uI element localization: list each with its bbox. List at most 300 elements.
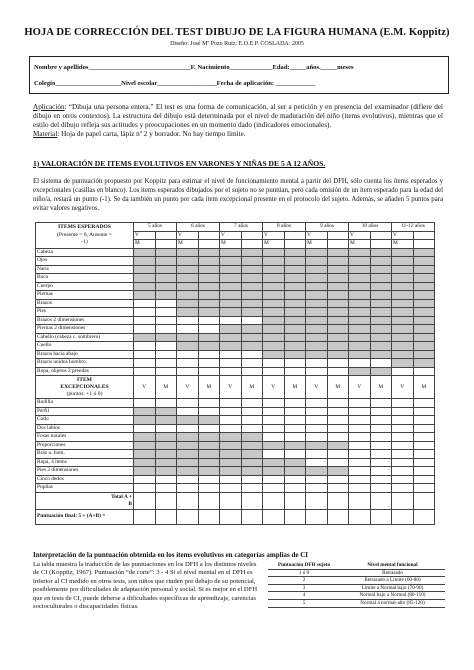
score-cell[interactable] — [284, 407, 306, 416]
score-cell[interactable] — [413, 399, 435, 408]
score-cell[interactable] — [306, 342, 328, 351]
score-cell[interactable] — [284, 475, 306, 484]
score-cell[interactable] — [349, 274, 371, 283]
score-cell[interactable] — [349, 399, 371, 408]
score-cell[interactable] — [392, 359, 414, 368]
total-cell[interactable] — [413, 492, 435, 509]
score-cell[interactable] — [306, 467, 328, 476]
score-cell[interactable] — [306, 308, 328, 317]
score-cell[interactable] — [327, 308, 349, 317]
score-cell[interactable] — [392, 299, 414, 308]
score-cell[interactable] — [327, 433, 349, 442]
score-cell[interactable] — [241, 325, 263, 334]
score-cell[interactable] — [263, 308, 285, 317]
score-cell[interactable] — [327, 350, 349, 359]
score-cell[interactable] — [177, 257, 199, 266]
score-cell[interactable] — [241, 467, 263, 476]
score-cell[interactable] — [220, 248, 242, 257]
score-cell[interactable] — [177, 274, 199, 283]
score-cell[interactable] — [413, 265, 435, 274]
score-cell[interactable] — [134, 475, 156, 484]
score-cell[interactable] — [198, 274, 220, 283]
score-cell[interactable] — [392, 265, 414, 274]
score-cell[interactable] — [370, 359, 392, 368]
score-cell[interactable] — [306, 475, 328, 484]
score-cell[interactable] — [134, 274, 156, 283]
score-cell[interactable] — [134, 291, 156, 300]
final-cell[interactable] — [263, 509, 285, 524]
score-cell[interactable] — [413, 291, 435, 300]
score-cell[interactable] — [177, 467, 199, 476]
score-cell[interactable] — [284, 342, 306, 351]
score-cell[interactable] — [177, 325, 199, 334]
score-cell[interactable] — [327, 399, 349, 408]
score-cell[interactable] — [370, 467, 392, 476]
score-cell[interactable] — [155, 342, 177, 351]
score-cell[interactable] — [155, 484, 177, 493]
score-cell[interactable] — [349, 333, 371, 342]
score-cell[interactable] — [134, 325, 156, 334]
total-cell[interactable] — [241, 492, 263, 509]
score-cell[interactable] — [284, 274, 306, 283]
score-cell[interactable] — [349, 458, 371, 467]
score-cell[interactable] — [349, 441, 371, 450]
score-cell[interactable] — [241, 274, 263, 283]
score-cell[interactable] — [134, 441, 156, 450]
score-cell[interactable] — [198, 257, 220, 266]
score-cell[interactable] — [413, 325, 435, 334]
total-cell[interactable] — [306, 492, 328, 509]
score-cell[interactable] — [241, 308, 263, 317]
score-cell[interactable] — [134, 248, 156, 257]
score-cell[interactable] — [392, 399, 414, 408]
score-cell[interactable] — [155, 257, 177, 266]
name-birth-age-row[interactable]: Nombre y apellidos_______________________________F. Nacimiento_____________Edad:_____años._____meses — [34, 64, 354, 71]
score-cell[interactable] — [327, 484, 349, 493]
score-cell[interactable] — [220, 416, 242, 425]
score-cell[interactable] — [370, 367, 392, 376]
score-cell[interactable] — [134, 350, 156, 359]
score-cell[interactable] — [284, 467, 306, 476]
score-cell[interactable] — [413, 441, 435, 450]
score-cell[interactable] — [263, 291, 285, 300]
score-cell[interactable] — [155, 350, 177, 359]
score-cell[interactable] — [370, 424, 392, 433]
final-cell[interactable] — [327, 509, 349, 524]
score-cell[interactable] — [177, 333, 199, 342]
school-level-date-row[interactable]: Colegio____________________Nivel escolar__________________Fecha de aplicación: ____________ — [34, 80, 316, 87]
score-cell[interactable] — [327, 475, 349, 484]
total-cell[interactable] — [370, 492, 392, 509]
score-cell[interactable] — [134, 450, 156, 459]
total-cell[interactable] — [263, 492, 285, 509]
score-cell[interactable] — [370, 433, 392, 442]
score-cell[interactable] — [241, 458, 263, 467]
score-cell[interactable] — [155, 248, 177, 257]
final-cell[interactable] — [370, 509, 392, 524]
score-cell[interactable] — [284, 248, 306, 257]
score-cell[interactable] — [198, 291, 220, 300]
score-cell[interactable] — [284, 291, 306, 300]
score-cell[interactable] — [220, 350, 242, 359]
score-cell[interactable] — [392, 342, 414, 351]
score-cell[interactable] — [177, 475, 199, 484]
total-cell[interactable] — [177, 492, 199, 509]
score-cell[interactable] — [349, 325, 371, 334]
score-cell[interactable] — [263, 467, 285, 476]
score-cell[interactable] — [413, 484, 435, 493]
score-cell[interactable] — [134, 458, 156, 467]
score-cell[interactable] — [241, 416, 263, 425]
score-cell[interactable] — [263, 475, 285, 484]
score-cell[interactable] — [155, 274, 177, 283]
final-cell[interactable] — [284, 509, 306, 524]
score-cell[interactable] — [177, 342, 199, 351]
score-cell[interactable] — [155, 265, 177, 274]
score-cell[interactable] — [327, 265, 349, 274]
total-cell[interactable] — [134, 492, 156, 509]
score-cell[interactable] — [134, 299, 156, 308]
score-cell[interactable] — [263, 424, 285, 433]
final-cell[interactable] — [198, 509, 220, 524]
score-cell[interactable] — [370, 274, 392, 283]
final-cell[interactable] — [220, 509, 242, 524]
score-cell[interactable] — [263, 484, 285, 493]
score-cell[interactable] — [198, 367, 220, 376]
score-cell[interactable] — [198, 308, 220, 317]
score-cell[interactable] — [413, 333, 435, 342]
score-cell[interactable] — [241, 257, 263, 266]
score-cell[interactable] — [220, 282, 242, 291]
score-cell[interactable] — [370, 484, 392, 493]
score-cell[interactable] — [198, 325, 220, 334]
score-cell[interactable] — [241, 407, 263, 416]
score-cell[interactable] — [349, 291, 371, 300]
score-cell[interactable] — [177, 299, 199, 308]
score-cell[interactable] — [327, 467, 349, 476]
score-cell[interactable] — [306, 316, 328, 325]
score-cell[interactable] — [241, 484, 263, 493]
score-cell[interactable] — [220, 308, 242, 317]
score-cell[interactable] — [263, 416, 285, 425]
score-cell[interactable] — [155, 433, 177, 442]
score-cell[interactable] — [241, 433, 263, 442]
score-cell[interactable] — [220, 299, 242, 308]
score-cell[interactable] — [155, 407, 177, 416]
score-cell[interactable] — [220, 441, 242, 450]
score-cell[interactable] — [284, 450, 306, 459]
score-cell[interactable] — [349, 433, 371, 442]
score-cell[interactable] — [155, 424, 177, 433]
score-cell[interactable] — [284, 441, 306, 450]
score-cell[interactable] — [413, 257, 435, 266]
score-cell[interactable] — [198, 316, 220, 325]
total-cell[interactable] — [198, 492, 220, 509]
score-cell[interactable] — [392, 416, 414, 425]
score-cell[interactable] — [134, 407, 156, 416]
score-cell[interactable] — [241, 350, 263, 359]
score-cell[interactable] — [134, 257, 156, 266]
score-cell[interactable] — [241, 282, 263, 291]
score-cell[interactable] — [220, 467, 242, 476]
total-cell[interactable] — [392, 492, 414, 509]
score-cell[interactable] — [198, 407, 220, 416]
score-cell[interactable] — [263, 450, 285, 459]
score-cell[interactable] — [263, 399, 285, 408]
score-cell[interactable] — [392, 316, 414, 325]
score-cell[interactable] — [198, 299, 220, 308]
score-cell[interactable] — [177, 407, 199, 416]
score-cell[interactable] — [241, 342, 263, 351]
score-cell[interactable] — [220, 450, 242, 459]
score-cell[interactable] — [241, 441, 263, 450]
score-cell[interactable] — [392, 333, 414, 342]
score-cell[interactable] — [220, 399, 242, 408]
score-cell[interactable] — [198, 484, 220, 493]
score-cell[interactable] — [327, 424, 349, 433]
score-cell[interactable] — [349, 359, 371, 368]
score-cell[interactable] — [155, 399, 177, 408]
score-cell[interactable] — [349, 316, 371, 325]
score-cell[interactable] — [413, 248, 435, 257]
score-cell[interactable] — [413, 350, 435, 359]
score-cell[interactable] — [327, 316, 349, 325]
score-cell[interactable] — [155, 282, 177, 291]
score-cell[interactable] — [177, 265, 199, 274]
score-cell[interactable] — [241, 399, 263, 408]
score-cell[interactable] — [155, 291, 177, 300]
score-cell[interactable] — [155, 299, 177, 308]
score-cell[interactable] — [370, 316, 392, 325]
score-cell[interactable] — [306, 484, 328, 493]
score-cell[interactable] — [349, 424, 371, 433]
score-cell[interactable] — [349, 308, 371, 317]
total-cell[interactable] — [349, 492, 371, 509]
score-cell[interactable] — [220, 333, 242, 342]
score-cell[interactable] — [198, 265, 220, 274]
score-cell[interactable] — [263, 316, 285, 325]
score-cell[interactable] — [177, 399, 199, 408]
score-cell[interactable] — [392, 441, 414, 450]
score-cell[interactable] — [155, 475, 177, 484]
score-cell[interactable] — [413, 433, 435, 442]
score-cell[interactable] — [284, 350, 306, 359]
score-cell[interactable] — [155, 316, 177, 325]
score-cell[interactable] — [306, 265, 328, 274]
final-cell[interactable] — [349, 509, 371, 524]
score-cell[interactable] — [198, 450, 220, 459]
score-cell[interactable] — [327, 342, 349, 351]
score-cell[interactable] — [306, 282, 328, 291]
score-cell[interactable] — [284, 282, 306, 291]
final-cell[interactable] — [155, 509, 177, 524]
score-cell[interactable] — [198, 475, 220, 484]
score-cell[interactable] — [306, 299, 328, 308]
score-cell[interactable] — [284, 399, 306, 408]
score-cell[interactable] — [349, 342, 371, 351]
score-cell[interactable] — [370, 325, 392, 334]
score-cell[interactable] — [198, 416, 220, 425]
score-cell[interactable] — [198, 342, 220, 351]
score-cell[interactable] — [263, 274, 285, 283]
score-cell[interactable] — [413, 282, 435, 291]
score-cell[interactable] — [370, 475, 392, 484]
score-cell[interactable] — [284, 484, 306, 493]
score-cell[interactable] — [284, 367, 306, 376]
score-cell[interactable] — [306, 248, 328, 257]
score-cell[interactable] — [392, 308, 414, 317]
score-cell[interactable] — [370, 299, 392, 308]
score-cell[interactable] — [284, 265, 306, 274]
score-cell[interactable] — [349, 299, 371, 308]
score-cell[interactable] — [284, 299, 306, 308]
score-cell[interactable] — [392, 367, 414, 376]
score-cell[interactable] — [263, 458, 285, 467]
score-cell[interactable] — [220, 265, 242, 274]
score-cell[interactable] — [327, 441, 349, 450]
score-cell[interactable] — [413, 274, 435, 283]
score-cell[interactable] — [155, 367, 177, 376]
score-cell[interactable] — [370, 350, 392, 359]
score-cell[interactable] — [370, 257, 392, 266]
score-cell[interactable] — [284, 424, 306, 433]
score-cell[interactable] — [392, 424, 414, 433]
score-cell[interactable] — [370, 291, 392, 300]
score-cell[interactable] — [177, 424, 199, 433]
score-cell[interactable] — [177, 450, 199, 459]
score-cell[interactable] — [327, 450, 349, 459]
score-cell[interactable] — [134, 424, 156, 433]
score-cell[interactable] — [134, 399, 156, 408]
final-cell[interactable] — [177, 509, 199, 524]
total-cell[interactable] — [327, 492, 349, 509]
score-cell[interactable] — [177, 367, 199, 376]
score-cell[interactable] — [134, 416, 156, 425]
score-cell[interactable] — [370, 248, 392, 257]
score-cell[interactable] — [306, 291, 328, 300]
score-cell[interactable] — [327, 282, 349, 291]
score-cell[interactable] — [413, 316, 435, 325]
score-cell[interactable] — [349, 475, 371, 484]
score-cell[interactable] — [241, 367, 263, 376]
score-cell[interactable] — [134, 367, 156, 376]
score-cell[interactable] — [370, 308, 392, 317]
score-cell[interactable] — [392, 325, 414, 334]
final-cell[interactable] — [134, 509, 156, 524]
score-cell[interactable] — [134, 484, 156, 493]
score-cell[interactable] — [263, 359, 285, 368]
score-cell[interactable] — [349, 467, 371, 476]
score-cell[interactable] — [134, 342, 156, 351]
score-cell[interactable] — [413, 416, 435, 425]
score-cell[interactable] — [177, 484, 199, 493]
score-cell[interactable] — [306, 424, 328, 433]
score-cell[interactable] — [198, 248, 220, 257]
score-cell[interactable] — [306, 359, 328, 368]
score-cell[interactable] — [263, 325, 285, 334]
score-cell[interactable] — [155, 467, 177, 476]
score-cell[interactable] — [134, 359, 156, 368]
score-cell[interactable] — [241, 475, 263, 484]
final-cell[interactable] — [392, 509, 414, 524]
score-cell[interactable] — [392, 350, 414, 359]
score-cell[interactable] — [134, 308, 156, 317]
final-cell[interactable] — [306, 509, 328, 524]
score-cell[interactable] — [327, 291, 349, 300]
score-cell[interactable] — [263, 407, 285, 416]
score-cell[interactable] — [370, 458, 392, 467]
score-cell[interactable] — [198, 333, 220, 342]
score-cell[interactable] — [220, 257, 242, 266]
score-cell[interactable] — [392, 248, 414, 257]
score-cell[interactable] — [155, 416, 177, 425]
score-cell[interactable] — [327, 333, 349, 342]
score-cell[interactable] — [392, 458, 414, 467]
score-cell[interactable] — [306, 441, 328, 450]
score-cell[interactable] — [349, 367, 371, 376]
score-cell[interactable] — [413, 424, 435, 433]
score-cell[interactable] — [392, 484, 414, 493]
score-cell[interactable] — [155, 359, 177, 368]
score-cell[interactable] — [155, 325, 177, 334]
score-cell[interactable] — [413, 458, 435, 467]
score-cell[interactable] — [306, 325, 328, 334]
score-cell[interactable] — [284, 257, 306, 266]
score-cell[interactable] — [177, 458, 199, 467]
score-cell[interactable] — [198, 433, 220, 442]
score-cell[interactable] — [413, 299, 435, 308]
score-cell[interactable] — [263, 342, 285, 351]
score-cell[interactable] — [263, 282, 285, 291]
score-cell[interactable] — [284, 458, 306, 467]
score-cell[interactable] — [349, 407, 371, 416]
total-cell[interactable] — [284, 492, 306, 509]
score-cell[interactable] — [327, 416, 349, 425]
score-cell[interactable] — [134, 316, 156, 325]
score-cell[interactable] — [370, 265, 392, 274]
score-cell[interactable] — [155, 333, 177, 342]
score-cell[interactable] — [198, 441, 220, 450]
score-cell[interactable] — [392, 433, 414, 442]
score-cell[interactable] — [241, 359, 263, 368]
score-cell[interactable] — [241, 299, 263, 308]
score-cell[interactable] — [392, 407, 414, 416]
total-cell[interactable] — [220, 492, 242, 509]
score-cell[interactable] — [220, 274, 242, 283]
score-cell[interactable] — [198, 350, 220, 359]
score-cell[interactable] — [306, 274, 328, 283]
score-cell[interactable] — [284, 333, 306, 342]
score-cell[interactable] — [413, 367, 435, 376]
score-cell[interactable] — [327, 274, 349, 283]
score-cell[interactable] — [177, 359, 199, 368]
score-cell[interactable] — [306, 257, 328, 266]
score-cell[interactable] — [220, 325, 242, 334]
score-cell[interactable] — [263, 299, 285, 308]
score-cell[interactable] — [198, 467, 220, 476]
score-cell[interactable] — [198, 424, 220, 433]
score-cell[interactable] — [413, 407, 435, 416]
score-cell[interactable] — [263, 350, 285, 359]
score-cell[interactable] — [327, 325, 349, 334]
score-cell[interactable] — [155, 458, 177, 467]
score-cell[interactable] — [349, 484, 371, 493]
score-cell[interactable] — [241, 450, 263, 459]
score-cell[interactable] — [220, 407, 242, 416]
score-cell[interactable] — [370, 441, 392, 450]
score-cell[interactable] — [370, 342, 392, 351]
score-cell[interactable] — [413, 359, 435, 368]
